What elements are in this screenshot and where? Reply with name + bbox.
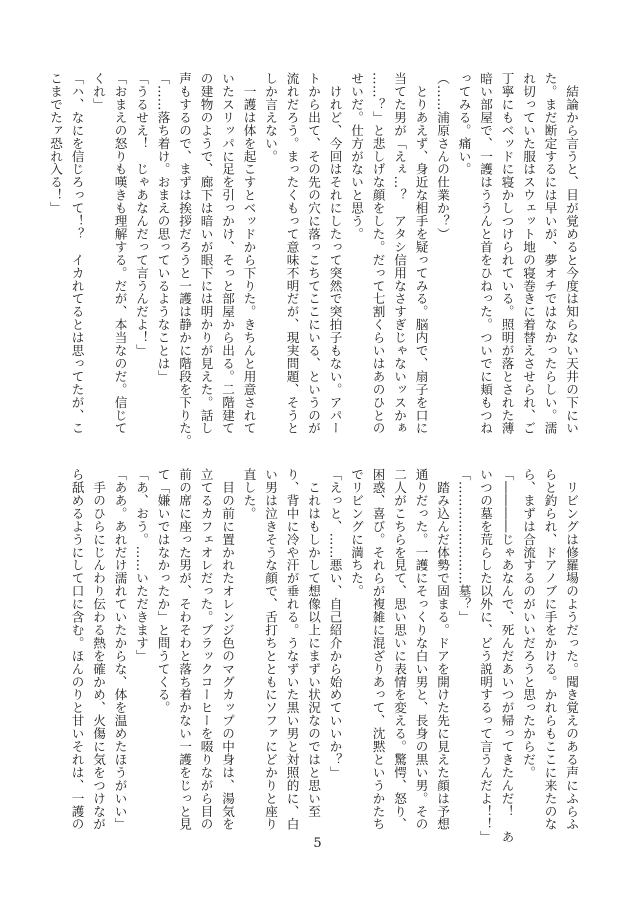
text-line: て「嫌いではなかったか」と問うてくる。 <box>155 468 171 715</box>
text-line: せいだ。仕方がないと思う。 <box>349 72 364 241</box>
text-line: 丁寧にもベッドに寝かしつけられている。照明が落とされた薄 <box>499 72 515 435</box>
text-tier-bottom <box>60 468 582 844</box>
text-line: り、背中に冷や汗が垂れる。うなずいた黒い男と対照的に、白 <box>284 468 300 831</box>
text-line: ら舐めるようにして口に含む。ほんのりと甘いそれは、一護の <box>69 468 85 831</box>
text-line: しか言えない。 <box>263 72 278 163</box>
text-line: 「……………………墓？」 <box>456 468 472 624</box>
text-line: こまでたァ恐れ入る！」 <box>48 72 63 215</box>
text-line: 当てた男が「えぇ…？ アタシ信用なさすぎじゃないッスかぁ <box>392 72 407 435</box>
text-line: 通りだった。一護にそっくりな白い男と、長身の黒い男。その <box>413 468 429 831</box>
text-line: 「――――じゃあなんで、死んだあいつが帰ってきたんだ！ あ <box>499 468 515 844</box>
text-line: 前の席に座った男が、そわそわと落ち着かない一護をじっと見 <box>177 468 192 831</box>
text-line: らと釣られ、ドアノブに手をかける。かれらもここに来たのな <box>542 468 558 831</box>
text-line: いたスリッパに足を引っかけ、そっと部屋から出る。二階建て <box>220 72 235 435</box>
text-line: （……浦原さんの仕業か？） <box>435 72 450 241</box>
text-line: 流れだろう。まったくもって意味不明だが、現実問題、そうと <box>284 72 300 435</box>
text-line: れ切っていた服はスウェット地の寝巻きに着替えさせられ、ご <box>521 72 536 435</box>
text-line: 「……落ち着け。おまえの思っているようなことは」 <box>155 72 171 383</box>
text-line: くれ」 <box>91 72 106 111</box>
text-line: 困惑、喜び。それらが複雑に混ざりあって、沈黙というかたち <box>370 468 386 831</box>
text-line: 「おまえの怒りも嘆きも理解する。だが、本当なのだ。信じて <box>112 72 128 435</box>
text-line: 暗い部屋で、一護はううんと首をひねった。ついでに頬もつね <box>478 72 493 435</box>
text-line: 一護は体を起こすとベッドから下りた。きちんと用意されて <box>241 72 257 435</box>
text-line: 直した。 <box>241 468 257 520</box>
text-line: とりあえず、身近な相手を疑ってみる。脳内で、扇子を口に <box>413 72 429 435</box>
text-line: の建物のようで、廊下は暗いが眼下には明かりが見えた。話し <box>198 72 214 435</box>
text-line: 「ああ。あれだけ濡れていたからな、体を温めたほうがいい」 <box>112 468 128 831</box>
text-line: いつの墓を荒らした以外に、どう説明するって言うんだよ！！」 <box>478 468 493 844</box>
text-line: トから出て、その先の穴に落っこちてここにいる、というのが <box>306 72 321 435</box>
text-line: 「ハ、なにを信じろって！？ イカれてるとは思ってたが、こ <box>69 72 85 435</box>
text-line: リビングは修羅場のようだった。聞き覚えのある声にふらふ <box>564 468 579 831</box>
text-line: ……？」と悲しげな顔をした。だって七割くらいはあのひとの <box>370 72 386 435</box>
text-line: た。まだ断定するには早いが、夢オチではなかったらしい。濡 <box>542 72 558 435</box>
text-tier-top <box>48 72 582 448</box>
text-line: ら、まずは合流するのがいいだろうと思ったからだ。 <box>521 468 536 779</box>
text-line: 立てるカフェオレだった。ブラックコーヒーを啜りながら目の <box>198 468 214 831</box>
text-line: 「うるせえ！ じゃあなんだって言うんだよ！」 <box>134 72 149 357</box>
text-line: でリビングに満ちた。 <box>349 468 364 598</box>
text-line: 目の前に置かれたオレンジ色のマグカップの中身は、湯気を <box>220 468 235 831</box>
text-line: 声もするので、まずは挨拶だろうと一護は静かに階段を下りた。 <box>177 72 192 448</box>
text-line: これはもしかして想像以上にまずい状況なのではと思い至 <box>306 468 321 818</box>
text-line: 「あ、おう。……いただきます」 <box>134 468 149 663</box>
text-line: い男は泣きそうな顔で、舌打ちとともにソファにどかりと座り <box>263 468 278 831</box>
text-line: 踏み込んだ体勢で固まる。ドアを開けた先に見えた顔は予想 <box>435 468 450 831</box>
text-line: 二人がこちらを見て、思い思いに表情を変える。驚愕、怒り、 <box>392 468 407 831</box>
text-line: けれど、今回はそれにしたって突然で突拍子もない。アパー <box>327 72 343 435</box>
text-line: ってみる。痛い。 <box>456 72 472 176</box>
text-line: 結論から言うと、目が覚めると今度は知らない天井の下にい <box>564 72 579 435</box>
text-line: 「えっと、……悪い、自己紹介から始めていいか？」 <box>327 468 343 779</box>
page-number: 5 <box>313 836 322 851</box>
text-line: 手のひらにじんわり伝わる熱を確かめ、火傷に気をつけなが <box>91 468 106 831</box>
